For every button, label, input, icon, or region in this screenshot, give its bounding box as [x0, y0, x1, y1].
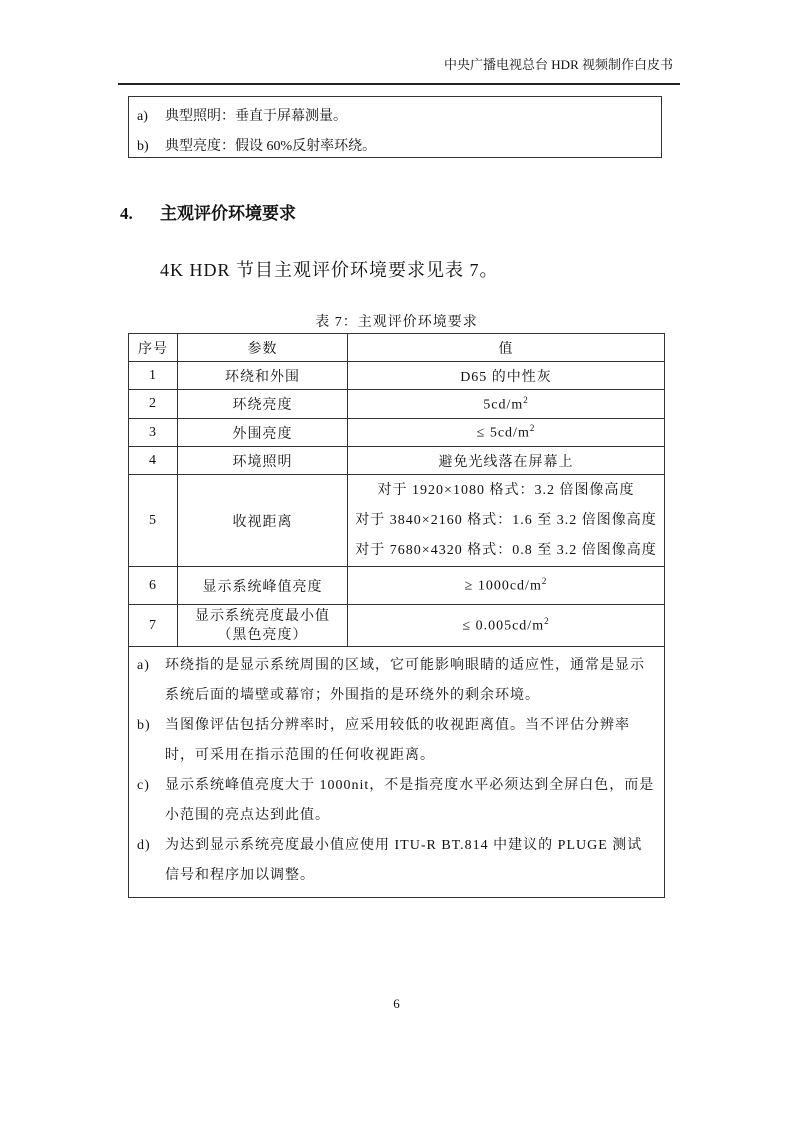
- value-cell: [348, 362, 665, 390]
- table-notes-row: [129, 647, 665, 898]
- note-label: a): [137, 109, 148, 124]
- param-line: 显示系统亮度最小值: [195, 608, 330, 624]
- note-label: d): [137, 838, 151, 853]
- value-cell: [348, 475, 665, 567]
- superscript: 2: [544, 616, 550, 627]
- page-number: 6: [393, 996, 400, 1011]
- note-item: [137, 135, 376, 155]
- row-number: 3: [129, 419, 178, 447]
- note-label: c): [137, 778, 150, 793]
- requirements-table: [128, 333, 665, 898]
- note-text: 典型亮度：假设 60%反射率环绕。: [165, 139, 377, 154]
- row-number: 6: [129, 567, 178, 605]
- note-item: [137, 711, 656, 771]
- value-cell: [348, 605, 665, 647]
- note-text: 当图像评估包括分辨率时，应采用较低的收视距离值。当不评估分辨率时，可采用在指示范围的任何收视距离。: [165, 718, 630, 763]
- running-header: 中央广播电视总台 HDR 视频制作白皮书: [444, 57, 673, 72]
- section-number: 4.: [120, 204, 133, 223]
- table-row: [129, 362, 665, 390]
- param-cell: 收视距离: [178, 475, 348, 567]
- value-line: 对于 7680×4320 格式：0.8 至 3.2 倍图像高度: [355, 542, 657, 558]
- superscript: 2: [523, 394, 529, 405]
- table-header-row: [129, 334, 665, 362]
- note-label: b): [137, 718, 151, 733]
- table-row: [129, 447, 665, 475]
- header-cell: 值: [348, 334, 665, 362]
- note-text: 环绕指的是显示系统周围的区域，它可能影响眼睛的适应性，通常是显示系统后面的墙壁或幕帘；外围指的是环绕外的剩余环境。: [165, 658, 645, 703]
- value-text: ≤ 0.005cd/m: [462, 618, 545, 634]
- note-text: 典型照明：垂直于屏幕测量。: [165, 109, 347, 124]
- section-heading: [120, 199, 296, 224]
- body-paragraph: 4K HDR 节目主观评价环境要求见表 7。: [160, 260, 499, 280]
- param-cell: 环绕亮度: [178, 390, 348, 419]
- param-cell: [178, 605, 348, 647]
- header-cell: 序号: [129, 334, 178, 362]
- note-item: [137, 105, 347, 125]
- table-row: [129, 475, 665, 567]
- param-line: （黑色亮度）: [217, 627, 308, 643]
- value-cell: [348, 567, 665, 605]
- table-row: [129, 390, 665, 419]
- note-box: [128, 96, 662, 158]
- value-cell: [348, 390, 665, 419]
- note-item: [137, 651, 656, 711]
- note-label: a): [137, 658, 150, 673]
- header-cell: 参数: [178, 334, 348, 362]
- value-text: D65 的中性灰: [460, 369, 552, 385]
- table-row: [129, 605, 665, 647]
- superscript: 2: [541, 576, 548, 587]
- note-item: [137, 771, 656, 831]
- value-cell: [348, 447, 665, 475]
- superscript: 2: [529, 423, 536, 434]
- value-line: 对于 1920×1080 格式：3.2 倍图像高度: [377, 482, 635, 498]
- row-number: 4: [129, 447, 178, 475]
- value-text: ≥ 1000cd/m: [464, 578, 542, 594]
- value-text: 避免光线落在屏幕上: [438, 454, 574, 470]
- param-cell: 环绕和外围: [178, 362, 348, 390]
- row-number: 5: [129, 475, 178, 567]
- value-text: 5cd/m: [483, 397, 524, 413]
- param-cell: 外围亮度: [178, 419, 348, 447]
- note-item: [137, 831, 656, 891]
- header-rule: [118, 83, 680, 85]
- notes-cell: [129, 647, 665, 898]
- param-cell: 环境照明: [178, 447, 348, 475]
- value-cell: [348, 419, 665, 447]
- table-row: [129, 567, 665, 605]
- table-row: [129, 419, 665, 447]
- note-label: b): [137, 139, 149, 154]
- value-text: ≤ 5cd/m: [476, 425, 530, 441]
- section-title: 主观评价环境要求: [160, 204, 296, 223]
- param-cell: 显示系统峰值亮度: [178, 567, 348, 605]
- value-line: 对于 3840×2160 格式：1.6 至 3.2 倍图像高度: [355, 512, 657, 528]
- row-number: 1: [129, 362, 178, 390]
- row-number: 2: [129, 390, 178, 419]
- table-caption: 表 7：主观评价环境要求: [315, 315, 478, 330]
- row-number: 7: [129, 605, 178, 647]
- note-text: 显示系统峰值亮度大于 1000nit，不是指亮度水平必须达到全屏白色，而是小范围的亮点达到此值。: [165, 778, 655, 823]
- note-text: 为达到显示系统亮度最小值应使用 ITU-R BT.814 中建议的 PLUGE 测试信号和程序加以调整。: [165, 838, 643, 883]
